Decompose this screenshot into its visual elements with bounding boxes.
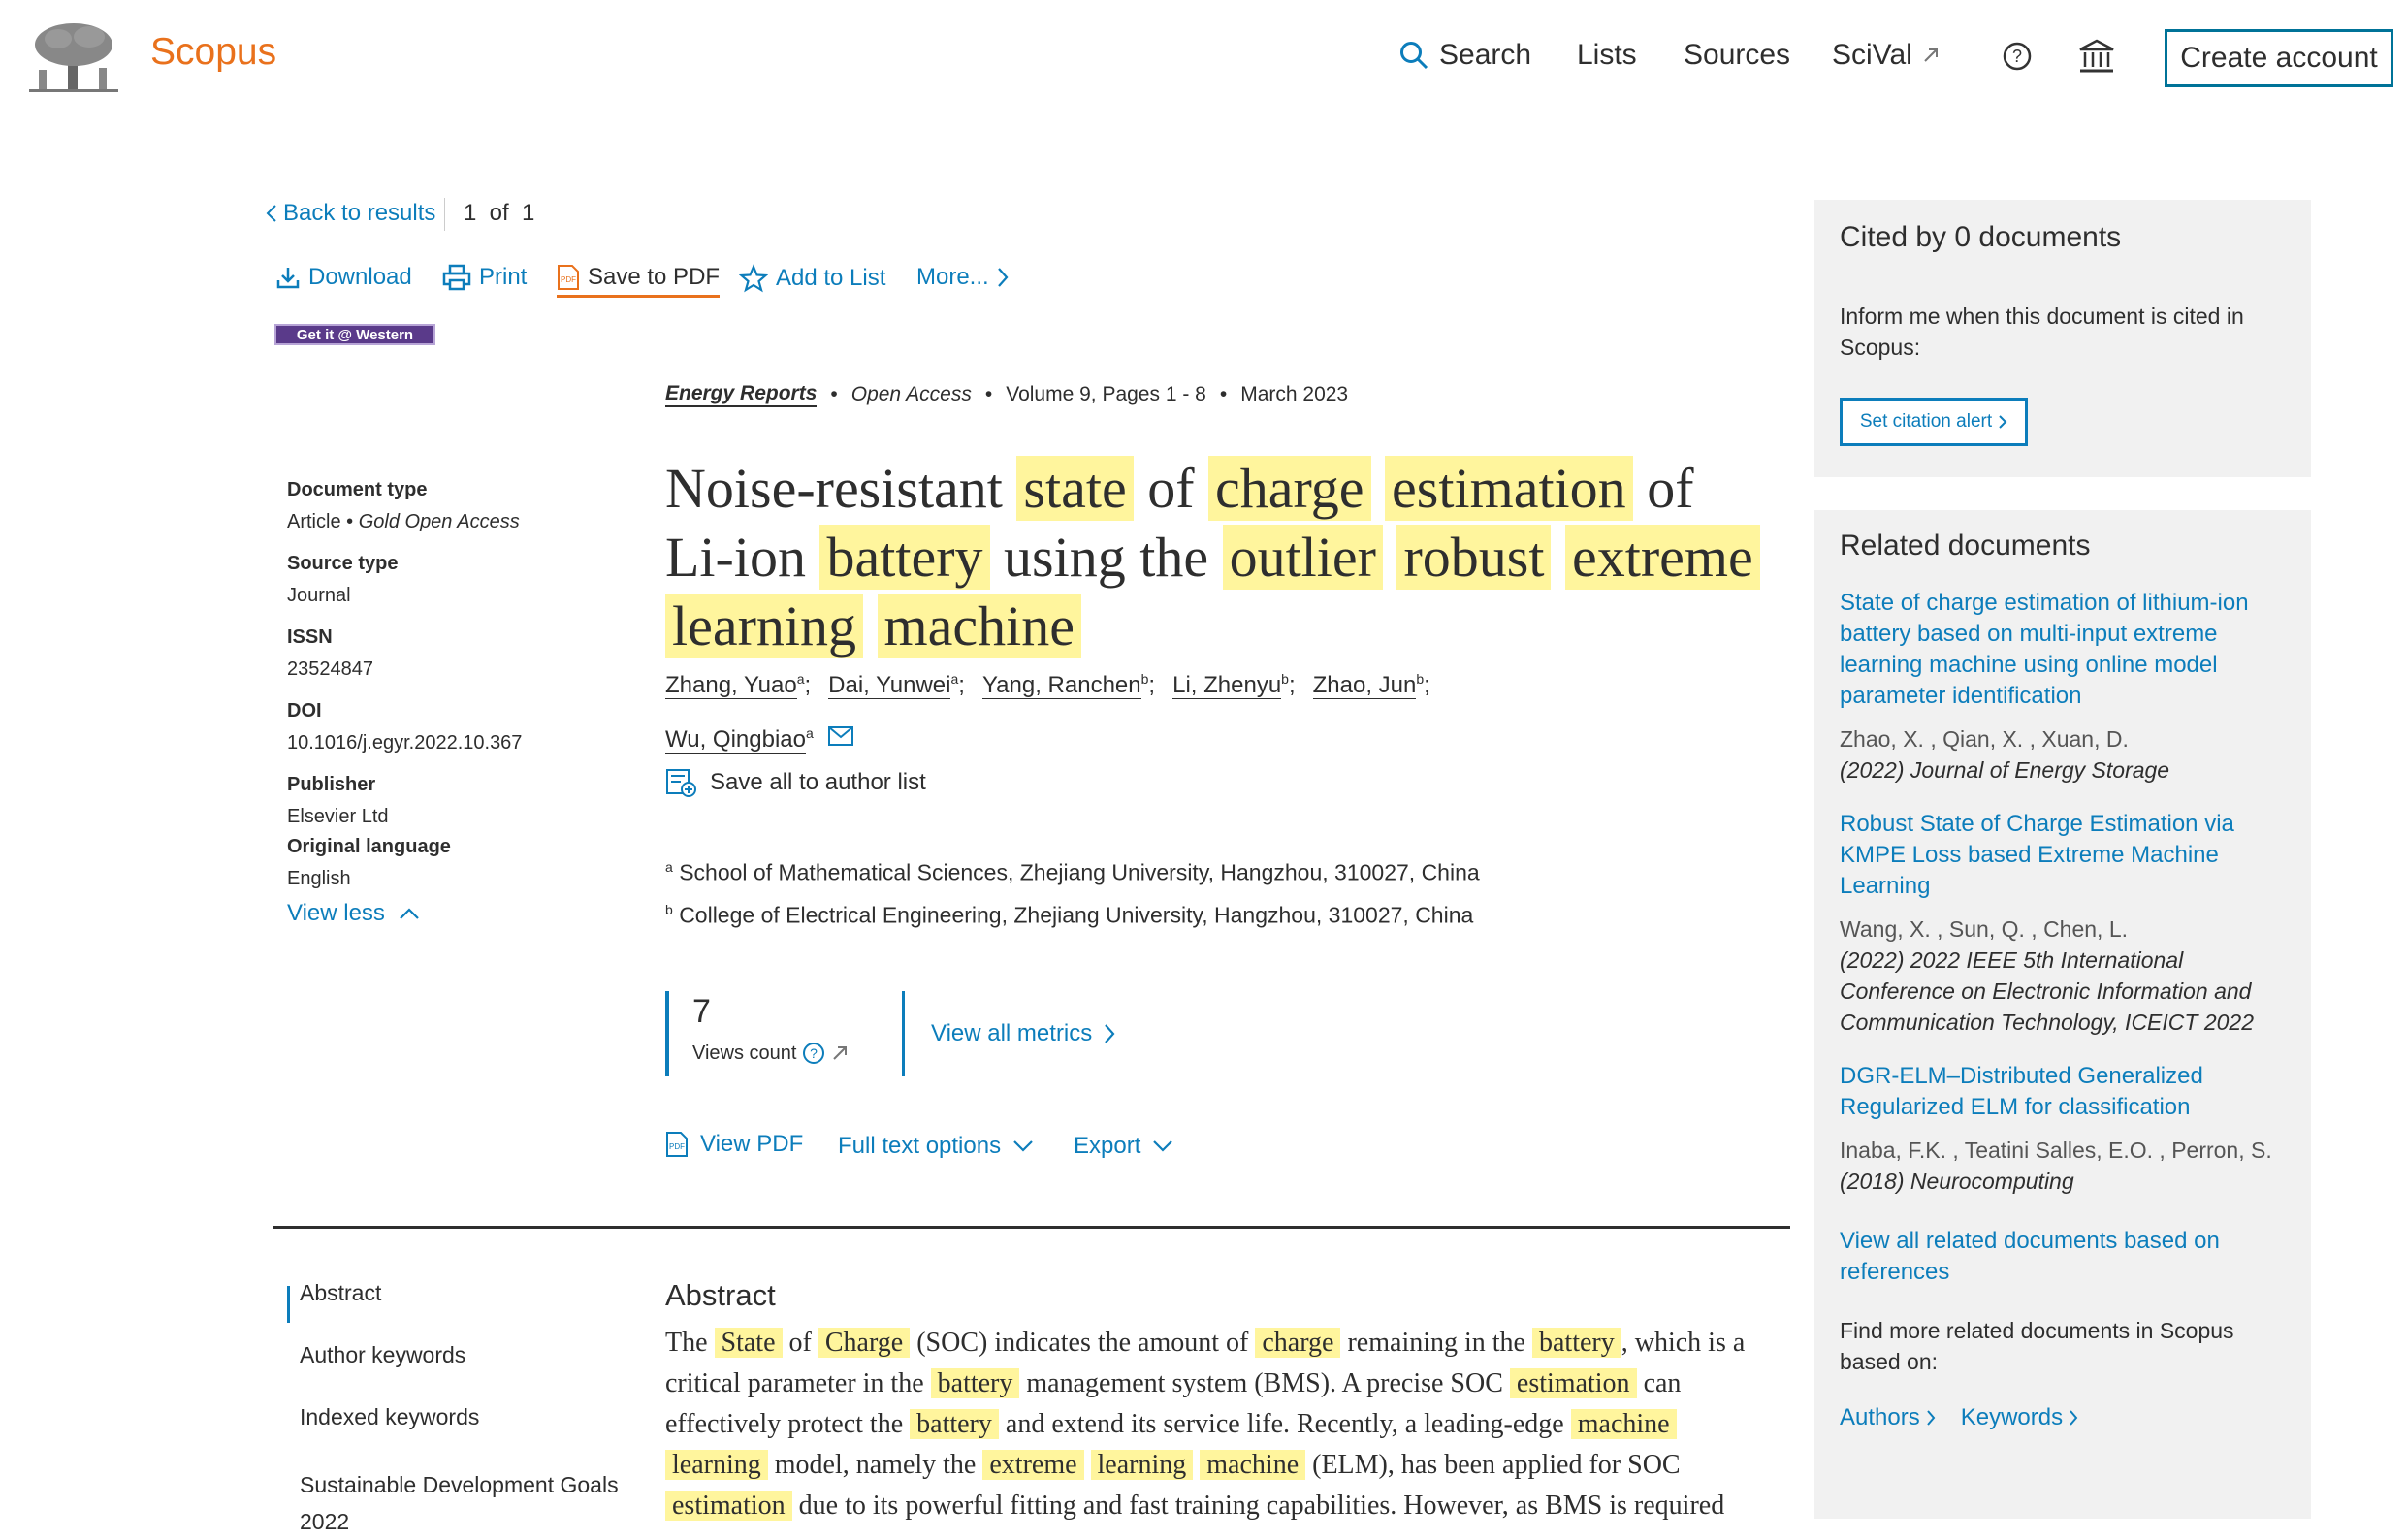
- abstract-text: , which is a: [1621, 1328, 1746, 1358]
- doi-label: DOI: [287, 700, 322, 722]
- pdf-icon: [557, 264, 580, 291]
- related-document-authors: Zhao, X. , Qian, X. , Xuan, D.: [1840, 726, 2129, 752]
- nav-scival[interactable]: [1832, 39, 1940, 72]
- document-type-label: Document type: [287, 479, 428, 500]
- related-document-source: (2018) Neurocomputing: [1840, 1169, 2074, 1194]
- print-button[interactable]: [442, 264, 527, 291]
- related-authors-label: Authors: [1840, 1404, 1920, 1430]
- author-entry: [665, 725, 814, 754]
- abstract-highlight: battery: [910, 1409, 999, 1439]
- abstract-text: The: [665, 1328, 715, 1358]
- set-citation-alert-label: Set citation alert: [1859, 411, 1993, 432]
- title-word-highlighted: charge: [1208, 456, 1371, 521]
- download-label: Download: [308, 264, 412, 290]
- chevron-down-icon: [1152, 1139, 1173, 1153]
- create-account-button[interactable]: Create account: [2165, 29, 2393, 87]
- related-keywords-link[interactable]: [1961, 1404, 2078, 1431]
- author-affiliation-sup: b: [1281, 671, 1289, 687]
- sidenav-sdg[interactable]: [300, 1466, 649, 1540]
- svg-text:?: ?: [810, 1045, 818, 1061]
- email-icon[interactable]: [827, 725, 854, 747]
- abstract-highlight: estimation: [1510, 1368, 1637, 1398]
- title-word: Noise-resistant: [665, 457, 1003, 520]
- abstract-text: model, namely the: [767, 1450, 983, 1480]
- chevron-right-icon: [1998, 414, 2007, 430]
- full-text-options-label: Full text options: [838, 1133, 1002, 1159]
- related-authors-link[interactable]: [1840, 1404, 1936, 1431]
- printer-icon: [442, 264, 471, 291]
- full-text-options-dropdown[interactable]: [838, 1133, 1034, 1160]
- abstract-heading: Abstract: [665, 1278, 776, 1312]
- related-document-authors: Inaba, F.K. , Teatini Salles, E.O. , Perron, S.: [1840, 1138, 2272, 1163]
- abstract-highlight: learning: [665, 1450, 768, 1480]
- more-label: More...: [916, 264, 989, 290]
- abstract-text: critical parameter in the: [665, 1368, 931, 1398]
- author-list: [665, 671, 1538, 754]
- chevron-right-icon: [2069, 1409, 2078, 1427]
- external-link-icon: [1922, 47, 1940, 64]
- author-link[interactable]: Yang, Ranchen: [981, 672, 1141, 698]
- nav-sources[interactable]: Sources: [1684, 39, 1791, 71]
- language-label: Original language: [287, 836, 451, 857]
- svg-text:PDF: PDF: [561, 275, 576, 284]
- abstract-text: (ELM), has been applied for SOC: [1305, 1450, 1681, 1480]
- section-divider: [273, 1226, 1790, 1229]
- divider: [444, 198, 445, 231]
- save-all-authors-label: Save all to author list: [710, 769, 926, 795]
- abstract-body: [665, 1323, 1781, 1526]
- view-pdf-label: View PDF: [700, 1131, 804, 1157]
- source-type-label: Source type: [287, 553, 399, 574]
- back-to-results-label: Back to results: [283, 200, 436, 226]
- views-count-label-group: [692, 1042, 849, 1065]
- related-list: [1840, 588, 2295, 1220]
- title-word-highlighted: extreme: [1565, 525, 1760, 590]
- title-word-highlighted: battery: [819, 525, 989, 590]
- back-to-results-link[interactable]: [266, 200, 435, 227]
- get-it-western-button[interactable]: Get it @ Western: [274, 324, 435, 345]
- abstract-line: [665, 1404, 1781, 1445]
- related-document: [1840, 1061, 2295, 1197]
- abstract-highlight: charge: [1255, 1328, 1340, 1358]
- bullet: •: [830, 383, 838, 405]
- title-word: of: [1147, 457, 1195, 520]
- abstract-highlight: Charge: [818, 1328, 910, 1358]
- author-affiliation-sup: a: [796, 671, 805, 687]
- abstract-highlight: machine: [1200, 1450, 1305, 1480]
- doi-value: 10.1016/j.egyr.2022.10.367: [287, 732, 523, 754]
- author-link[interactable]: Wu, Qingbiao: [665, 726, 806, 753]
- svg-text:PDF: PDF: [669, 1142, 685, 1151]
- language-value: English: [287, 868, 351, 889]
- metric-divider: [902, 991, 905, 1076]
- abstract-line: [665, 1364, 1781, 1404]
- abstract-text: [1084, 1450, 1091, 1480]
- views-count-value: 7: [692, 993, 711, 1030]
- document-title: [665, 456, 1790, 662]
- views-count-label: Views count: [692, 1042, 797, 1064]
- metric-accent-bar: [665, 991, 669, 1076]
- sidenav-indexed-keywords[interactable]: Indexed keywords: [300, 1404, 480, 1429]
- abstract-text: of: [782, 1328, 818, 1358]
- author-link[interactable]: Zhang, Yuao: [665, 672, 797, 698]
- cited-by-panel: [1814, 200, 2311, 477]
- bullet: •: [346, 511, 359, 532]
- affiliation-sup: a: [665, 859, 673, 875]
- publication-date: March 2023: [1240, 383, 1349, 405]
- open-access-label: Open Access: [850, 383, 972, 405]
- chevron-down-icon: [1012, 1139, 1034, 1153]
- document-metadata: [287, 479, 636, 927]
- find-more-text: Find more related documents in Scopus based on:: [1840, 1318, 2234, 1374]
- related-document-title[interactable]: Robust State of Charge Estimation via KMPE Loss based Extreme Machine Learning: [1840, 811, 2234, 899]
- affiliation-b: [665, 902, 1473, 929]
- related-document: [1840, 809, 2295, 1038]
- view-all-metrics-link[interactable]: [931, 1020, 1115, 1047]
- search-icon: [1398, 40, 1429, 71]
- document-type: Article: [287, 511, 341, 532]
- related-documents-panel: [1814, 510, 2311, 1519]
- abstract-text: effectively protect the: [665, 1409, 911, 1439]
- nav-search-label: Search: [1439, 39, 1532, 71]
- star-icon: [739, 264, 768, 293]
- source-type-value: Journal: [287, 585, 351, 606]
- view-pdf-button[interactable]: [665, 1131, 803, 1158]
- sidenav-sdg-year: 2022: [300, 1509, 350, 1534]
- title-word-highlighted: state: [1016, 456, 1133, 521]
- abstract-highlight: battery: [931, 1368, 1020, 1398]
- related-document-authors: Wang, X. , Sun, Q. , Chen, L.: [1840, 916, 2129, 942]
- author-entry: Zhang, Yuao$^a$;: [665, 671, 812, 698]
- sidenav-sdg-label: Sustainable Development Goals: [300, 1472, 619, 1497]
- title-word: Li-ion: [665, 526, 806, 589]
- author-entry: Li, Zhenyu$^b$;: [1172, 671, 1296, 698]
- download-button[interactable]: [275, 264, 412, 291]
- nav-lists[interactable]: Lists: [1577, 39, 1637, 71]
- abstract-text: due to its powerful fitting and fast training capabilities. However, as BMS is required: [791, 1491, 1725, 1521]
- more-button[interactable]: [916, 264, 1009, 291]
- abstract-highlight: extreme: [982, 1450, 1083, 1480]
- active-indicator: [287, 1286, 290, 1323]
- chevron-right-icon: [1926, 1409, 1936, 1427]
- related-keywords-label: Keywords: [1960, 1404, 2064, 1430]
- document-oa: Gold Open Access: [358, 511, 520, 532]
- abstract-text: (SOC) indicates the amount of: [910, 1328, 1256, 1358]
- abstract-text: remaining in the: [1340, 1328, 1532, 1358]
- set-citation-alert-button[interactable]: [1840, 398, 2028, 446]
- affiliation-text: College of Electrical Engineering, Zhejiang University, Hangzhou, 310027, China: [679, 902, 1474, 928]
- view-less-button[interactable]: [287, 900, 636, 927]
- chevron-right-icon: [1104, 1023, 1115, 1044]
- issn-label: ISSN: [287, 626, 333, 648]
- title-word: the: [1139, 526, 1209, 589]
- abstract-highlight: machine: [1571, 1409, 1677, 1439]
- scopus-brand[interactable]: Scopus: [150, 31, 277, 73]
- view-all-metrics-label: View all metrics: [931, 1020, 1093, 1046]
- abstract-highlight: estimation: [665, 1491, 792, 1521]
- abstract-text: can: [1636, 1368, 1682, 1398]
- abstract-highlight: State: [715, 1328, 783, 1358]
- save-to-pdf-button[interactable]: [557, 264, 720, 298]
- find-more-links: [1840, 1404, 2078, 1431]
- title-word: of: [1647, 457, 1694, 520]
- author-list-add-icon: [665, 768, 696, 797]
- journal-link[interactable]: Energy Reports: [665, 382, 817, 407]
- volume-pages: Volume 9, Pages 1 - 8: [1006, 383, 1206, 405]
- document-type-value: [287, 511, 636, 533]
- sidenav-author-keywords[interactable]: Author keywords: [300, 1342, 466, 1367]
- add-to-list-button[interactable]: [739, 264, 885, 293]
- external-link-icon[interactable]: [831, 1044, 849, 1062]
- affiliation-text: School of Mathematical Sciences, Zhejiang University, Hangzhou, 310027, China: [679, 859, 1480, 885]
- save-to-pdf-label: Save to PDF: [588, 264, 721, 290]
- save-all-authors-button[interactable]: [665, 768, 926, 797]
- related-heading: Related documents: [1840, 529, 2091, 561]
- title-word: using: [1004, 526, 1126, 589]
- issn-value: 23524847: [287, 658, 373, 680]
- author-affiliation-sup: b: [1140, 671, 1149, 687]
- author-affiliation-sup: a: [950, 671, 959, 687]
- related-document-title[interactable]: State of charge estimation of lithium-ion battery based on multi-input extreme learning machine using online model parameter identification: [1840, 590, 2249, 709]
- help-icon[interactable]: [2002, 41, 2033, 72]
- chevron-right-icon: [997, 267, 1009, 288]
- view-all-related-link[interactable]: View all related documents based on references: [1840, 1228, 2220, 1285]
- author-link[interactable]: Zhao, Jun: [1312, 672, 1417, 698]
- nav-scival-label: SciVal: [1832, 39, 1912, 71]
- related-document-title[interactable]: DGR-ELM–Distributed Generalized Regularized ELM for classification: [1840, 1063, 2203, 1120]
- sidenav-abstract[interactable]: Abstract: [300, 1280, 382, 1305]
- related-document: [1840, 588, 2295, 786]
- pdf-icon: [665, 1131, 689, 1158]
- abstract-highlight: learning: [1091, 1450, 1194, 1480]
- cited-by-text: Inform me when this document is cited in Scopus:: [1840, 304, 2244, 360]
- abstract-text: management system (BMS). A precise SOC: [1019, 1368, 1510, 1398]
- result-position: 1 of 1: [464, 200, 535, 226]
- bullet: •: [1219, 383, 1228, 405]
- author-affiliation-sup: a: [805, 725, 814, 741]
- affiliation-sup: b: [665, 902, 673, 917]
- author-entry: Yang, Ranchen$^b$;: [981, 671, 1156, 698]
- publisher-value: Elsevier Ltd: [287, 806, 389, 827]
- nav-search[interactable]: [1398, 39, 1531, 72]
- print-label: Print: [479, 264, 528, 290]
- title-word-highlighted: robust: [1396, 525, 1551, 590]
- institution-icon[interactable]: [2078, 39, 2115, 74]
- title-word-highlighted: estimation: [1385, 456, 1633, 521]
- abstract-highlight: battery: [1532, 1328, 1621, 1358]
- add-to-list-label: Add to List: [776, 265, 886, 291]
- title-word-highlighted: learning: [665, 594, 863, 658]
- abstract-line: [665, 1486, 1781, 1526]
- bullet: •: [984, 383, 993, 405]
- cited-by-heading: Cited by 0 documents: [1840, 221, 2122, 253]
- download-icon: [275, 265, 301, 290]
- author-entry: Dai, Yunwei$^a$;: [828, 671, 965, 698]
- author-link[interactable]: Li, Zhenyu: [1172, 672, 1282, 698]
- title-word-highlighted: outlier: [1223, 525, 1383, 590]
- author-affiliation-sup: b: [1416, 671, 1425, 687]
- export-dropdown[interactable]: [1074, 1133, 1173, 1160]
- export-label: Export: [1074, 1133, 1141, 1159]
- svg-text:?: ?: [2011, 47, 2023, 66]
- chevron-left-icon: [266, 204, 277, 223]
- abstract-line: [665, 1323, 1781, 1364]
- elsevier-logo[interactable]: [29, 19, 118, 97]
- affiliation-a: [665, 859, 1480, 886]
- help-circle-icon[interactable]: [802, 1042, 825, 1065]
- view-less-label: View less: [287, 900, 385, 926]
- author-link[interactable]: Dai, Yunwei: [828, 672, 951, 698]
- title-word-highlighted: machine: [878, 594, 1081, 658]
- related-document-source: (2022) 2022 IEEE 5th International Conference on Electronic Information and Communication Technology, ICEICT 2022: [1840, 947, 2254, 1035]
- abstract-text: and extend its service life. Recently, a leading-edge: [998, 1409, 1571, 1439]
- publisher-label: Publisher: [287, 774, 376, 795]
- source-line: [665, 382, 1348, 407]
- chevron-up-icon: [399, 907, 420, 920]
- related-document-source: (2022) Journal of Energy Storage: [1840, 757, 2170, 783]
- author-entry: Zhao, Jun$^b$;: [1312, 671, 1430, 698]
- abstract-line: [665, 1445, 1781, 1486]
